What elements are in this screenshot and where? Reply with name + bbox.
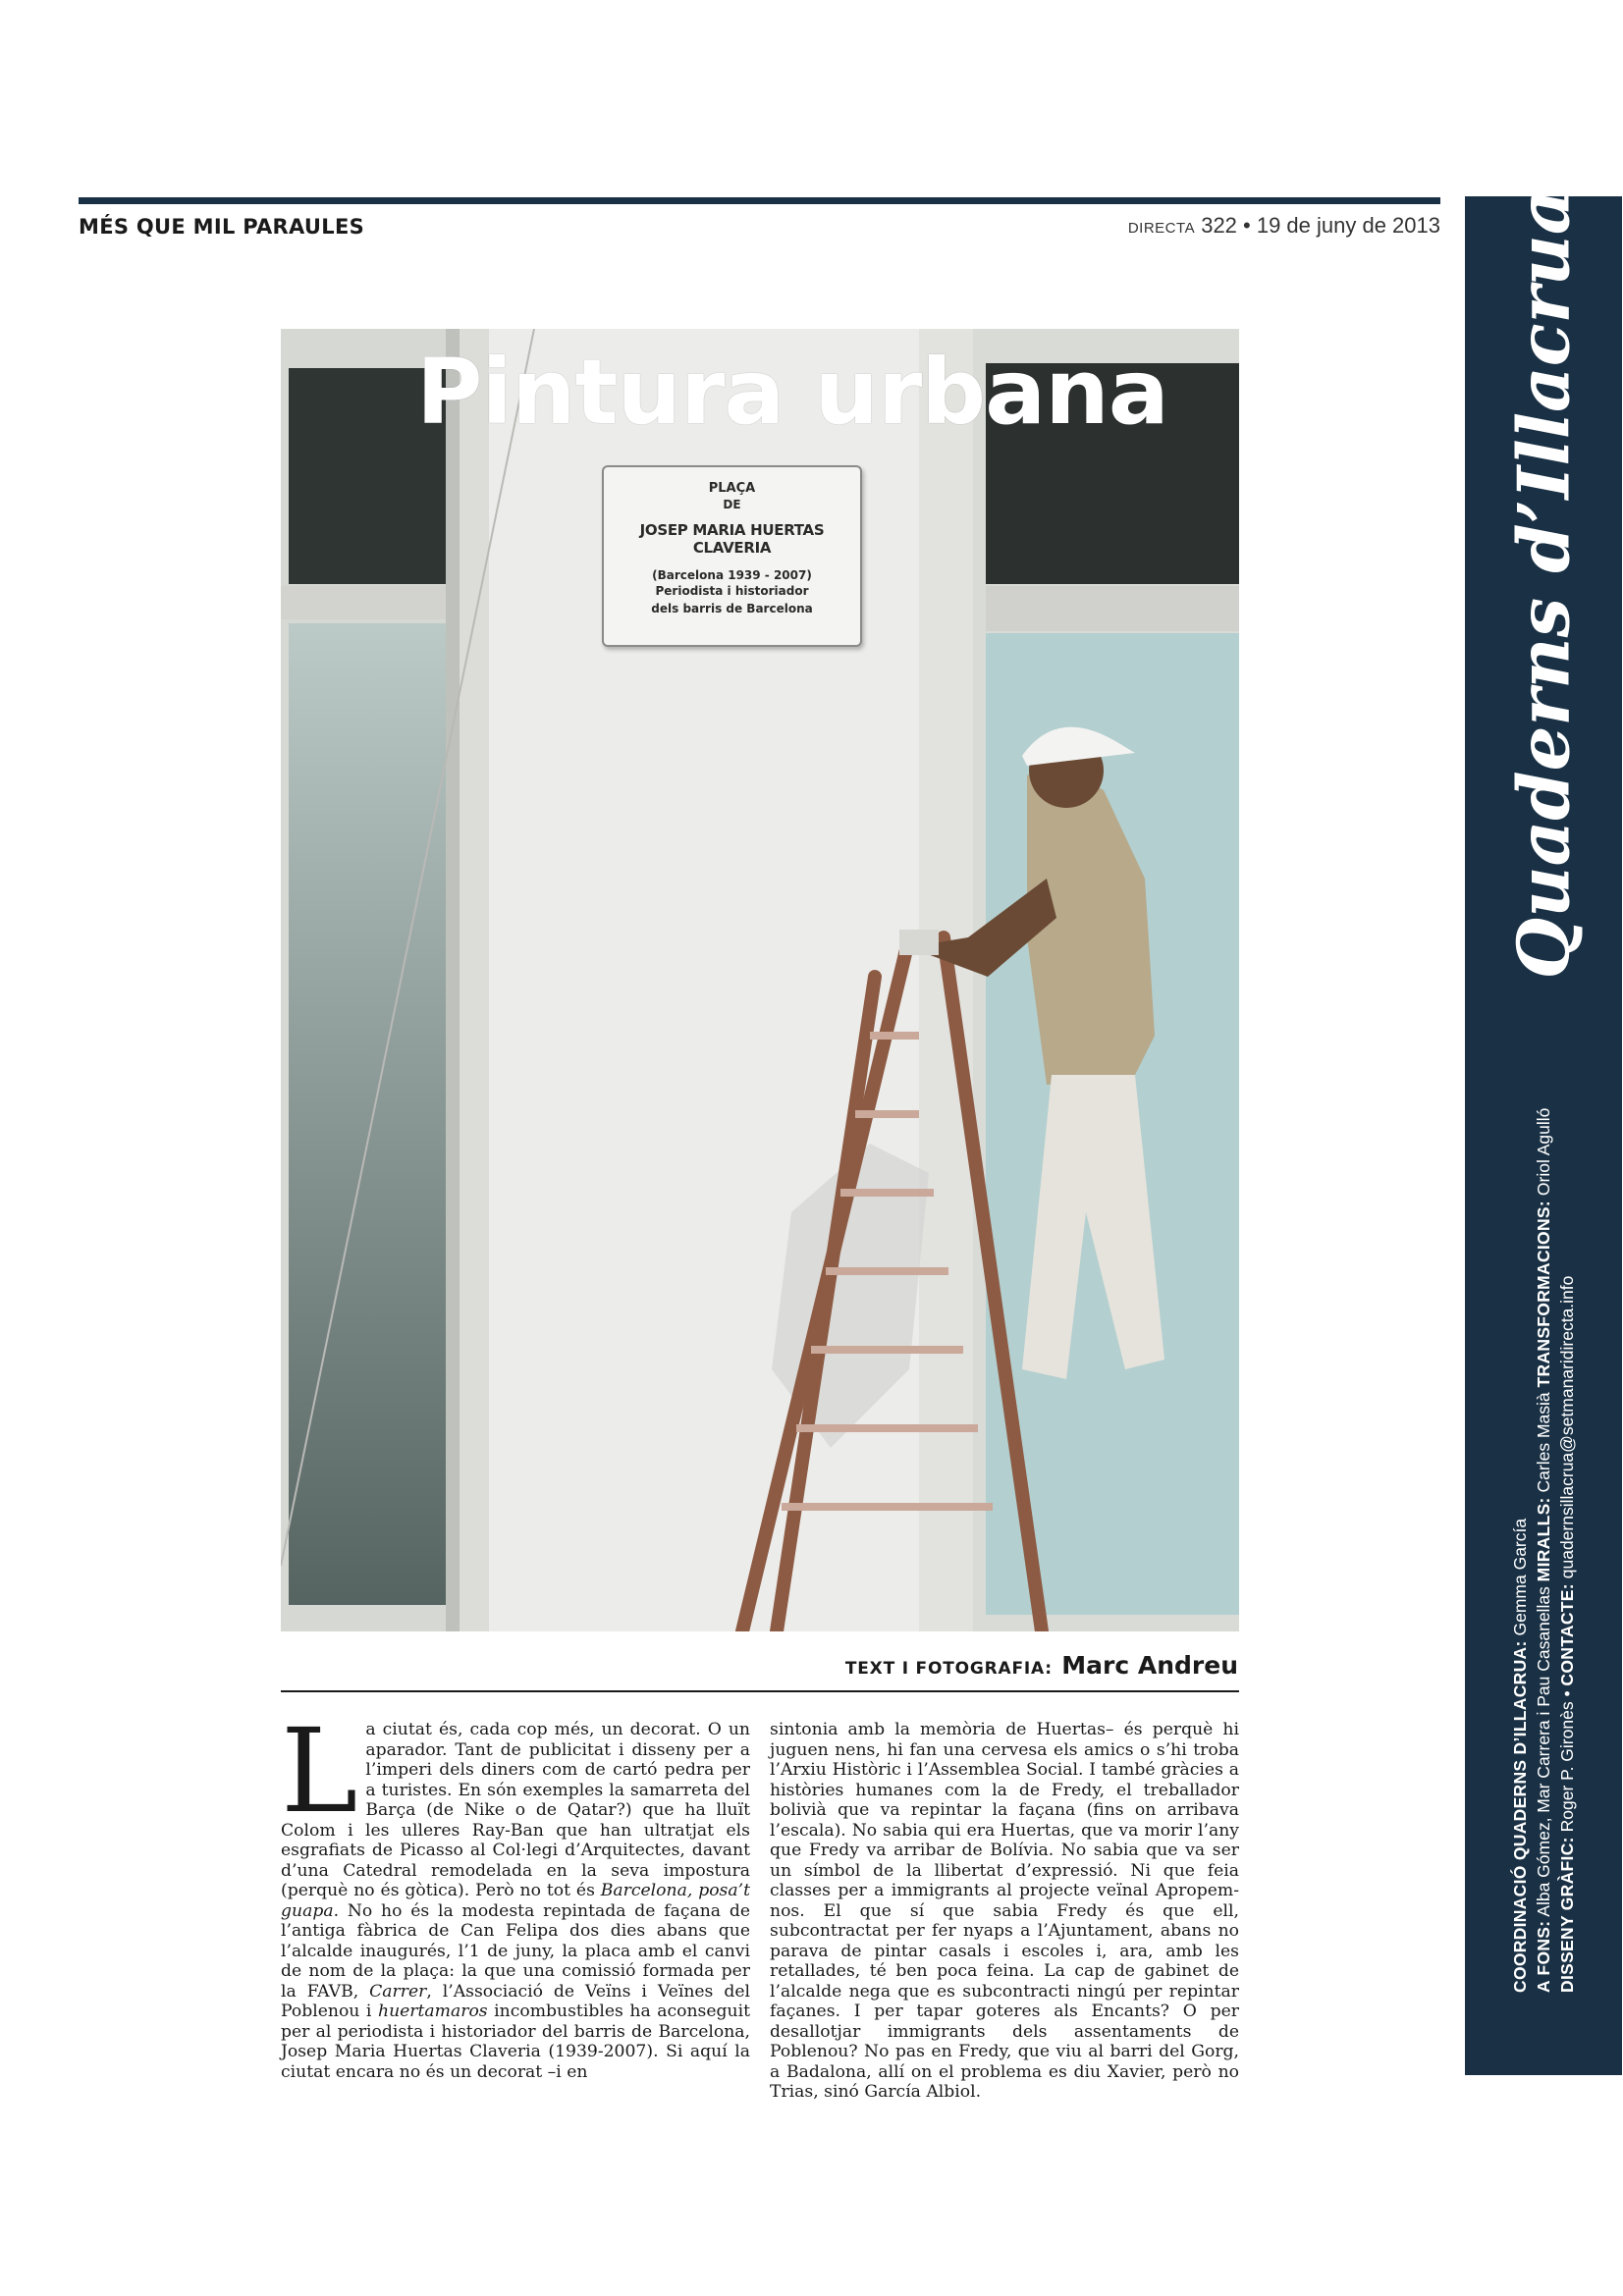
credits-block xyxy=(1465,1099,1622,1993)
street-plaque xyxy=(602,465,862,647)
plaque-line-3: JOSEP MARIA HUERTAS CLAVERIA xyxy=(639,521,825,557)
credits-line-1: COORDINACIÓ QUADERNS D’ILLACRUA: Gemma García xyxy=(1510,1518,1530,1993)
plaque-line-1: PLAÇA xyxy=(708,481,756,496)
plaque-line-2: DE xyxy=(723,498,741,511)
drop-cap: L xyxy=(281,1703,358,1839)
plaque-line-5: Periodista i historiador xyxy=(655,584,809,598)
credits-line-2: A FONS: Alba Gómez, Mar Carrera i Pau Casanellas MIRALLS: Carles Masià TRANSFORMACIONS: Oriol Agulló xyxy=(1534,1107,1553,1993)
feature-title xyxy=(416,340,1168,445)
plaque-line-6: dels barris de Barcelona xyxy=(651,602,813,615)
section-label: MÉS QUE MIL PARAULES xyxy=(79,215,365,239)
byline xyxy=(845,1651,1238,1680)
byline-author: Marc Andreu xyxy=(1061,1651,1238,1680)
top-rule xyxy=(79,197,1440,204)
publication-name: DIRECTA xyxy=(1127,220,1196,237)
issue-info xyxy=(1128,213,1440,239)
sidebar-title xyxy=(1465,188,1622,980)
byline-rule xyxy=(281,1690,1239,1692)
byline-label: TEXT I FOTOGRAFIA: xyxy=(844,1659,1053,1679)
credits-line-3: DISSENY GRÀFIC: Roger P. Gironès • CONTACTE: quadernsillacrua@setmanaridirecta.info xyxy=(1557,1275,1577,1993)
article-column-2: sintonia amb la memòria de Huertas– és perquè hi juguen nens, hi fan una cervesa els amics o s’hi troba l’Arxiu Històric i l’Assemblea Social. I també gràcies a històries humanes com la de Fredy, el treballador bolivià que va repintar la façana (fins on arribava l’escala). No sabia qui era Huertas, que va morir l’any que Fredy va arribar de Bolívia. No sabia que va ser un símbol de la llibertat d’expressió. Ni que feia classes per a immigrants al projecte veïnal Apropem-nos. El que sí que sabia Fredy és que ell, subcontractat per fer nyaps a l’Ajuntament, abans no parava de pintar casals i escoles i, ara, amb les retallades, té ben poca feina. La cap de gabinet de l’alcalde nega que es subcontracti ningú per repintar façanes. I per tapar goteres als Encants? O per desallotjar immigrants dels assentaments de Poblenou? No pas en Fredy, que viu al barri del Gorg, a Badalona, allí on el problema es diu Xavier, però no Trias, sinó García Albiol. xyxy=(770,1720,1239,2102)
plaque-line-4: (Barcelona 1939 - 2007) xyxy=(652,568,812,582)
feature-title-part2: ana xyxy=(985,340,1168,445)
article-column-1: La ciutat és, cada cop més, un decorat. O un aparador. Tant de publicitat i disseny per a l’imperi dels diners com de cartó pedra per a turistes. En són exemples la samarreta del Barça (de Nike o de Qatar?) que ha lluït Colom i les ulleres Ray-Ban que han ultratjat els esgrafiats de Picasso al Col·legi d’Arquitectes, davant d’una Catedral remodelada en la seva impostura (perquè no és gòtica). Però no tot és Barcelona, posa’t guapa. No ho és la modesta repintada de façana de l’antiga fàbrica de Can Felipa dos dies abans que l’alcalde inaugurés, l’1 de juny, la placa amb el canvi de nom de la plaça: la que una comissió formada per la FAVB, Carrer, l’Associació de Veïns i Veïnes del Poblenou i huertamaros incombustibles ha aconseguit per al periodista i historiador del barris de Barcelona, Josep Maria Huertas Claveria (1939-2007). Si aquí la ciutat encara no és un decorat –i en xyxy=(281,1703,751,2082)
feature-title-part1: Pintura urb xyxy=(416,340,986,445)
sidebar-title-text: Quaderns d’Illacrua xyxy=(1501,188,1586,980)
issue-date: 322 • 19 de juny de 2013 xyxy=(1201,213,1440,238)
